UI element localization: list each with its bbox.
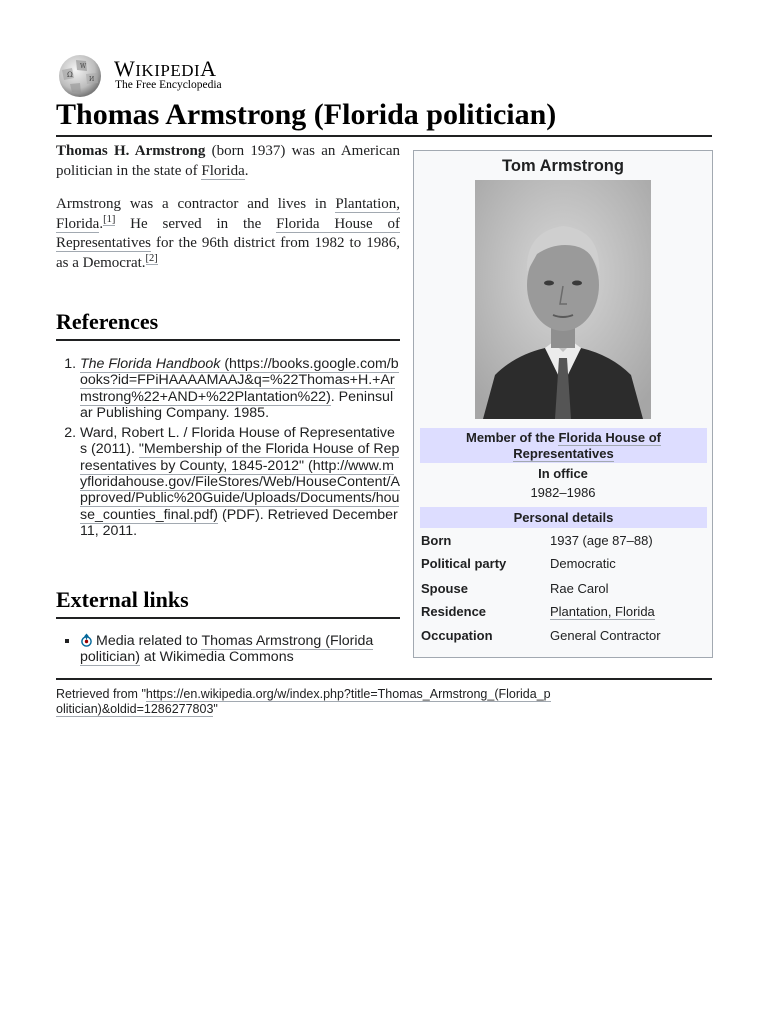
row-label: Political party bbox=[421, 556, 507, 571]
footer-text: Retrieved from " bbox=[56, 687, 146, 701]
row-label: Spouse bbox=[421, 581, 468, 596]
portrait-photo[interactable] bbox=[475, 180, 651, 419]
retrieved-from bbox=[56, 687, 556, 717]
florida-link[interactable]: Florida bbox=[201, 162, 245, 179]
infobox-title: Tom Armstrong bbox=[502, 157, 624, 175]
reference-item bbox=[80, 356, 400, 421]
term-dates: 1982–1986 bbox=[530, 485, 596, 500]
florida-house-link[interactable]: Florida House of Representatives bbox=[56, 215, 400, 251]
wikipedia-globe-icon[interactable] bbox=[56, 54, 104, 98]
external-links-heading: External links bbox=[56, 587, 400, 619]
permanent-link[interactable]: https://en.wikipedia.org/w/index.php?title=Thomas_Armstrong_(Florida_politician)&oldid=1286277803 bbox=[56, 687, 551, 716]
plantation-florida-link[interactable]: Plantation, Florida bbox=[56, 196, 400, 232]
reference-url: (https://books.google.com/books?id=FPiHAAAAMAAJ&q=%22Thomas+H.+Armstrong%22+AND+%22Plantation%22) bbox=[80, 356, 399, 405]
residence-link[interactable]: Plantation, Florida bbox=[550, 604, 655, 619]
reference-2-link[interactable]: [2] bbox=[145, 252, 158, 264]
footer-text: " bbox=[213, 702, 218, 716]
florida-house-office-link[interactable]: Florida House of Representatives bbox=[513, 430, 662, 461]
article-body bbox=[56, 142, 400, 287]
reference-1-link[interactable]: [1] bbox=[103, 213, 116, 225]
reference-item bbox=[80, 425, 400, 539]
personal-details-header: Personal details bbox=[420, 507, 707, 528]
reference-text: (PDF). Retrieved December 11, 2011. bbox=[80, 506, 398, 539]
wordmark-first: W bbox=[114, 56, 136, 81]
site-header bbox=[56, 54, 356, 98]
wikimedia-commons-icon bbox=[80, 633, 93, 648]
career-text: for the 96th district from 1982 to 1986, as a Democrat. bbox=[56, 235, 400, 271]
page-title: Thomas Armstrong (Florida politician) bbox=[56, 96, 712, 137]
reference-title: The Florida Handbook bbox=[80, 356, 221, 372]
row-value: Democratic bbox=[550, 556, 616, 571]
list-item bbox=[80, 633, 400, 666]
office-header bbox=[420, 428, 707, 463]
lead-paragraph bbox=[56, 142, 400, 181]
footer-divider bbox=[56, 678, 712, 680]
reference-title: "Membership of the Florida House of Representatives by County, 1845-2012" bbox=[80, 441, 400, 474]
portrait-image bbox=[475, 180, 651, 419]
in-office-label: In office bbox=[538, 466, 588, 481]
reference-url: (http://www.myfloridahouse.gov/FileStores/Web/HouseContent/Approved/Public%20Guide/Uploads/Documents/house_counties_final.pdf) bbox=[80, 457, 400, 523]
row-value: 1937 (age 87–88) bbox=[550, 533, 653, 548]
career-text: . bbox=[99, 215, 104, 232]
references-list bbox=[56, 356, 400, 543]
career-text: Armstrong was a contractor and lives in bbox=[56, 196, 336, 212]
external-link-text: at Wikimedia Commons bbox=[139, 649, 294, 666]
references-heading: References bbox=[56, 309, 400, 341]
subject-name: Thomas H. Armstrong bbox=[56, 143, 206, 159]
reference-text: . Peninsular Publishing Company. 1985. bbox=[80, 388, 394, 421]
infobox bbox=[413, 150, 713, 658]
wordmark-middle: IKIPEDI bbox=[135, 61, 201, 80]
external-link-text: Media related to bbox=[96, 633, 202, 649]
office-text: Member of the bbox=[465, 430, 559, 445]
career-paragraph bbox=[56, 195, 400, 273]
commons-category-link[interactable]: Thomas Armstrong (Florida politician) bbox=[80, 633, 374, 666]
row-label: Occupation bbox=[421, 628, 493, 643]
svg-text:И: И bbox=[89, 76, 95, 83]
reference-text: Ward, Robert L. / Florida House of Representatives (2011). bbox=[80, 425, 395, 458]
wikipedia-tagline: The Free Encyclopedia bbox=[115, 79, 222, 91]
svg-text:Ω: Ω bbox=[67, 71, 73, 79]
lead-text: (born 1937) was an American politician in the state of bbox=[56, 143, 400, 179]
career-text: He served in the bbox=[115, 215, 277, 232]
row-value: Rae Carol bbox=[550, 581, 609, 596]
row-label: Residence bbox=[421, 604, 487, 619]
external-links-list bbox=[56, 633, 400, 666]
row-label: Born bbox=[421, 533, 452, 548]
svg-text:W: W bbox=[80, 63, 87, 70]
lead-text-end: . bbox=[244, 162, 249, 179]
row-value: General Contractor bbox=[550, 628, 661, 643]
wordmark-last: A bbox=[200, 56, 217, 81]
